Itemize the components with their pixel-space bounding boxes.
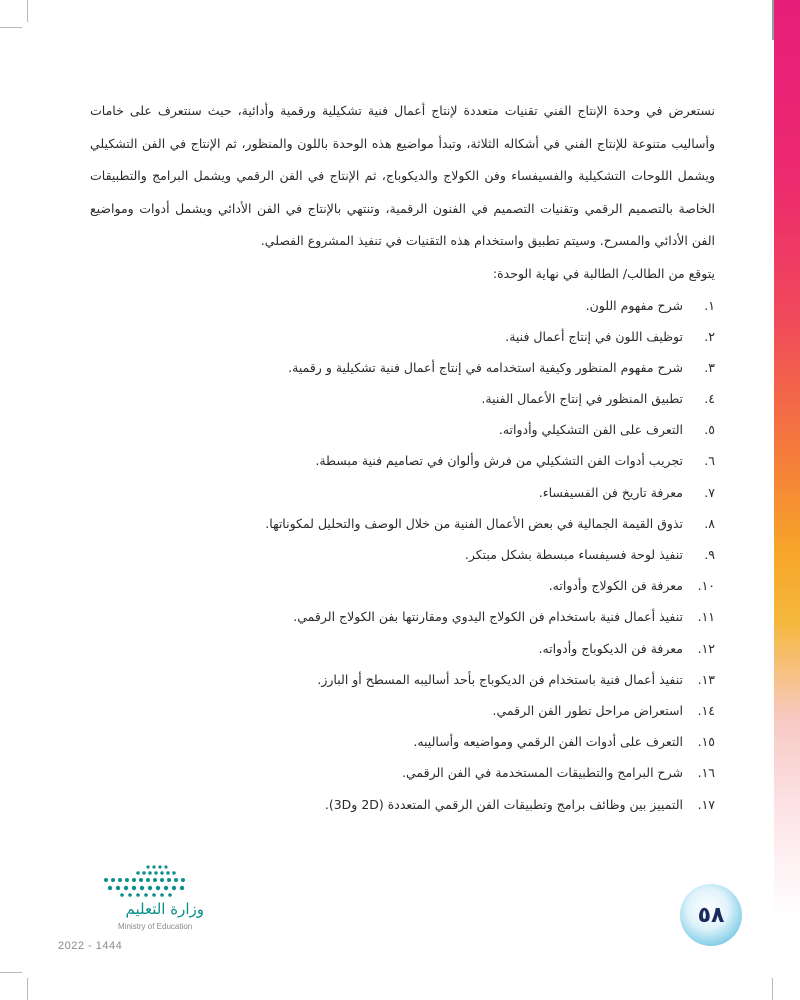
- objective-number: ١٠.: [697, 578, 715, 594]
- objective-number: ٩.: [704, 547, 715, 562]
- objective-item: [90, 383, 715, 414]
- objective-text: استعراض مراحل تطور الفن الرقمي.: [492, 702, 683, 718]
- objective-number: ٤.: [704, 391, 715, 407]
- objective-number: ١٤.: [697, 702, 715, 718]
- objective-item: [90, 726, 715, 757]
- objective-item: [90, 757, 715, 788]
- objective-text: تجريب أدوات الفن التشكيلي من فرش وألوان في تصاميم فنية مبسطة.: [315, 453, 683, 469]
- ministry-logo-dots-icon: [98, 864, 193, 898]
- objective-text: شرح البرامج والتطبيقات المستخدمة في الفن الرقمي.: [402, 765, 683, 781]
- objective-text: تطبيق المنظور في إنتاج الأعمال الفنية.: [481, 391, 683, 407]
- stripe-accent-line: [772, 0, 774, 40]
- objectives-lead: يتوقع من الطالب/ الطالبة في نهاية الوحدة:: [492, 265, 715, 281]
- objective-text: التعرف على الفن التشكيلي وأدواته.: [498, 422, 683, 438]
- objective-number: ٣.: [704, 359, 715, 375]
- ministry-name-english: Ministry of Education: [118, 922, 193, 931]
- crop-mark-bottom-left: [27, 978, 28, 1000]
- objective-item: [90, 601, 715, 632]
- intro-paragraph: نستعرض في وحدة الإنتاج الفني تقنيات متعددة لإنتاج أعمال فنية تشكيلية ورقمية وأدائية، حيث سنتعرف على خامات وأساليب متنوعة للإنتاج الفني في أشكاله الثلاثة، وتبدأ مواضيع هذه الوحدة باللون والمنظور، ثم الإنتاج في الفن التشكيلي ويشمل اللوحات التشكيلية والفسيفساء وفن الكولاج والديكوباج، ثم الإنتاج في الفن الرقمي ويشمل البرامج والتطبيقات الخاصة بالتصميم الرقمي وتقنيات التصميم في الفنون الرقمية، وتنتهي بالإنتاج في الفن الأدائي ويشمل أدوات ومواضيع الفن الأدائي والمسرح. وسيتم تطبيق واستخدام هذه التقنيات في تنفيذ المشروع الفصلي.: [90, 103, 715, 248]
- objective-number: ١٥.: [697, 734, 715, 750]
- objective-text: تنفيذ أعمال فنية باستخدام فن الديكوباج بأحد أساليبه المسطح أو البارز.: [317, 671, 683, 687]
- objective-number: ١.: [704, 297, 715, 313]
- objective-number: ١١.: [697, 609, 715, 625]
- ministry-name-arabic: وزارة التعليم: [125, 900, 204, 918]
- decorative-gradient-stripe: [774, 0, 800, 1000]
- page-content: [90, 95, 715, 820]
- objective-number: ٦.: [704, 453, 715, 469]
- objective-number: ١٣.: [697, 671, 715, 687]
- objective-number: ٢.: [704, 328, 715, 344]
- crop-mark-top-left: [27, 0, 28, 22]
- ministry-logo: [60, 864, 204, 944]
- objective-number: ١٧.: [697, 796, 715, 812]
- objective-text: التعرف على أدوات الفن الرقمي ومواضيعه وأساليبه.: [413, 734, 683, 750]
- objective-item: [90, 445, 715, 476]
- objective-item: [90, 695, 715, 726]
- objective-text: معرفة فن الديكوباج وأدواته.: [538, 640, 683, 656]
- objective-text: تنفيذ لوحة فسيفساء مبسطة بشكل مبتكر.: [464, 547, 683, 562]
- objective-text: شرح مفهوم المنظور وكيفية استخدامه في إنتاج أعمال فنية تشكيلية و رقمية.: [288, 359, 683, 375]
- objective-item: [90, 477, 715, 508]
- objective-item: [90, 321, 715, 352]
- objective-item: [90, 664, 715, 695]
- objective-item: [90, 290, 715, 321]
- objective-text: شرح مفهوم اللون.: [585, 297, 683, 313]
- objective-item: [90, 539, 715, 570]
- edition-year: 2022 - 1444: [58, 940, 123, 952]
- objective-text: تذوق القيمة الجمالية في بعض الأعمال الفنية من خلال الوصف والتحليل لمكوناتها.: [265, 515, 683, 531]
- objective-item: [90, 633, 715, 664]
- objective-number: ١٢.: [697, 640, 715, 656]
- crop-mark-bottom-left-h: [0, 972, 22, 973]
- objective-item: [90, 508, 715, 539]
- page-number: ٥٨: [697, 902, 725, 928]
- objective-number: ١٦.: [697, 765, 715, 781]
- objective-text: معرفة تاريخ فن الفسيفساء.: [538, 484, 683, 500]
- crop-mark-top-left-h: [0, 27, 22, 28]
- objective-text: التمييز بين وظائف برامج وتطبيقات الفن الرقمي المتعددة (2D و3D).: [324, 796, 683, 812]
- objective-number: ٧.: [704, 484, 715, 500]
- objective-number: ٥.: [704, 422, 715, 438]
- crop-mark-bottom-right: [772, 978, 773, 1000]
- page-number-badge: [680, 884, 742, 946]
- objective-item: [90, 414, 715, 445]
- objectives-list: [90, 290, 715, 820]
- objective-text: معرفة فن الكولاج وأدواته.: [548, 578, 683, 594]
- objective-item: [90, 570, 715, 601]
- objective-item: [90, 352, 715, 383]
- objective-number: ٨.: [704, 515, 715, 531]
- objective-text: توظيف اللون في إنتاج أعمال فنية.: [505, 328, 683, 344]
- objective-text: تنفيذ أعمال فنية باستخدام فن الكولاج اليدوي ومقارنتها بفن الكولاج الرقمي.: [293, 609, 683, 625]
- objective-item: [90, 789, 715, 820]
